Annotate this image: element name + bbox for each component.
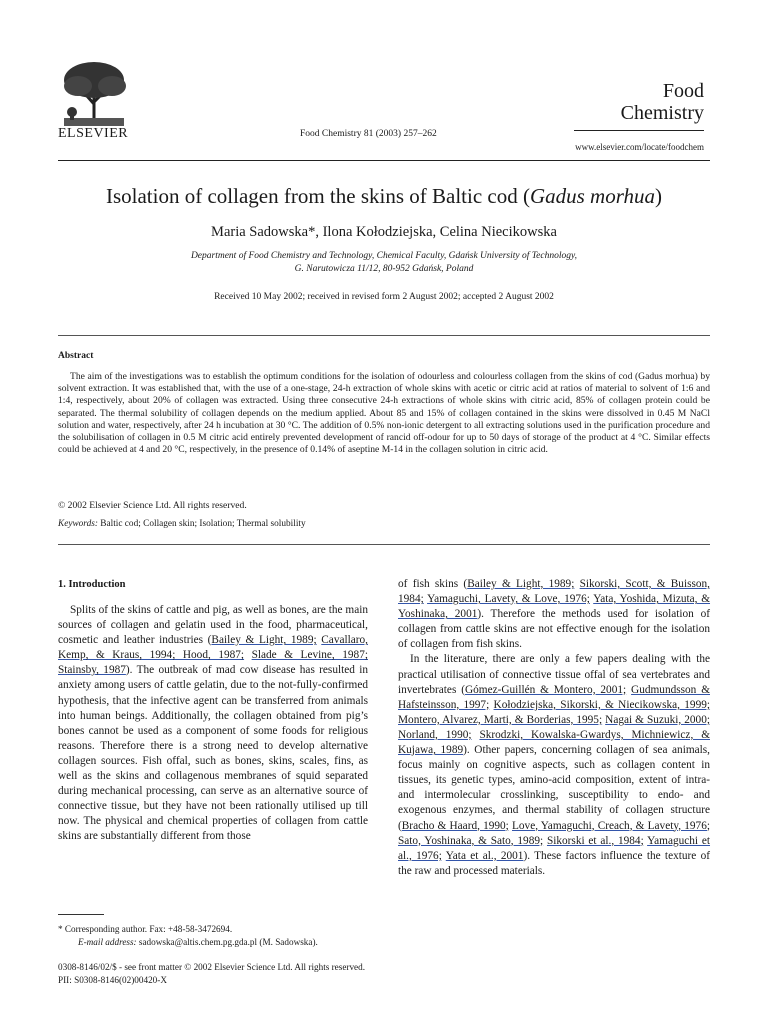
intro-paragraph-1-continued (398, 577, 710, 652)
abstract-bottom-rule (58, 544, 710, 545)
email-label: E-mail address: (78, 936, 137, 947)
citation-link[interactable]: Slade & Levine, 1987; (251, 649, 368, 662)
intro-paragraph-1 (58, 603, 368, 845)
keywords-list: Baltic cod; Collagen skin; Isolation; Thermal solubility (100, 519, 306, 529)
email-address[interactable]: sadowska@altis.chem.pg.gda.pl (M. Sadowska). (138, 936, 318, 947)
citation-link[interactable]: Bailey & Light, 1989; (467, 578, 575, 590)
text-run: ). Therefore the methods used for isolation of collagen from cattle skins are not effective enough for the isolation of collagen from fish skins. (398, 608, 710, 651)
text-run: Splits of the skins of cattle and pig, as well as bones, are the main sources of collagen and gelatin used in the food, pharmaceutical, cosmetic and leather industries ( (58, 604, 368, 647)
footnote (58, 923, 318, 948)
intro-column-right (398, 577, 710, 879)
affiliation-line1: Department of Food Chemistry and Technology, Chemical Faculty, Gdańsk University of Technology, (190, 251, 578, 261)
citation-link[interactable]: Sato, Yoshinaka, & Sato, 1989; (398, 834, 544, 847)
affiliation-line2: G. Narutowicza 11/12, 80-952 Gdańsk, Poland (294, 264, 474, 274)
article-title (0, 184, 768, 209)
keywords-label: Keywords: (58, 519, 98, 529)
elsevier-tree-logo (58, 58, 130, 128)
citation-link[interactable]: Gudmundsson & Hafsteinsson, 1997; (398, 683, 710, 711)
intro-column-left (58, 603, 368, 845)
citation-link[interactable]: Cavallaro, Kemp, & Kraus, 1994; Hood, 1987; (58, 634, 369, 662)
journal-url-link[interactable]: www.elsevier.com/locate/foodchem (575, 142, 704, 152)
received-dates: Received 10 May 2002; received in revised form 2 August 2002; accepted 2 August 2002 (214, 292, 554, 302)
title-main: Isolation of collagen from the skins of Baltic cod ( (105, 184, 530, 208)
citation-link[interactable]: Yata et al., 2001 (445, 849, 524, 862)
keywords (58, 519, 306, 529)
abstract-copyright: © 2002 Elsevier Science Ltd. All rights reserved. (58, 500, 247, 511)
text-run: ). The outbreak of mad cow disease has resulted in anxiety among users of cattle gelatin, due to the not-fully-confirmed hypothesis, that the infective agent can be transferred from animals into human beings. Additionally, the collagen obtained from pig’s bones cannot be used as a component of some foods for religious reasons. Therefore there is a strong need to develop alternative collagen sources. Fish offal, such as bones, skins, scales, fins, as well as the skins and collagenous membranes of squid separated during mechanical processing, can serve as an alternative source of connective tissue, but they have not been rationally utilised up till now. The physical and chemical properties of collagen from cattle skins are substantially different from those (58, 664, 368, 843)
journal-title (574, 80, 704, 131)
citation-link[interactable]: Sikorski, Scott, & Buisson, 1984; (398, 578, 710, 606)
footnote-rule (58, 914, 104, 915)
section-heading-introduction: 1. Introduction (58, 579, 126, 590)
citation-link[interactable]: Yamaguchi, Lavety, & Love, 1976; (427, 593, 590, 606)
footnote-email-line (58, 936, 318, 949)
citation-link[interactable]: Montero, Alvarez, Marti, & Borderias, 1995; (398, 713, 603, 726)
abstract-text: The aim of the investigations was to establish the optimum conditions for the isolation of odourless and colourless collagen from the skins of cod (Gadus morhua) by solvent extraction. It was established that, with the use of a one-stage, 24-h extraction of whole skins with acetic or citric acid at ratios of material to solvent of 1:6 and 1:4, respectively, about 20% of collagen was extracted. Using three consecutive 24-h extractions of whole skins with citric acid, 85% of collagen protein could be separated. The thermal solubility of collagen depends on the medium applied. About 85 and 15% of collagen contained in the skins were dissolved in 0.45 M NaCl solution and water, respectively, after 24 h incubation at 30 °C. The addition of 0.5% non-ionic detergent to all extracting solutions used in the purification procedure and the solubilisation of collagen in 0.5 M citric acid entirely prevented development of rancid off-odour for up to 50 days of storage of the product at 4 °C. Similar effects could be achieved at 4 and 20 °C, respectively, in the presence of 0.14% of aseptine M-14 in the collagen solution in citric acid. (58, 371, 710, 456)
citation-link[interactable]: Gómez-Guillén & Montero, 2001; (464, 683, 627, 696)
pii-line: PII: S0308-8146(02)00420-X (58, 974, 167, 985)
citation-link[interactable]: Stainsby, 1987 (58, 664, 126, 677)
text-run: of fish skins ( (398, 578, 468, 590)
citation-link[interactable]: Bailey & Light, 1989; (211, 634, 317, 647)
journal-title-line2: Chemistry (620, 102, 704, 124)
front-matter (58, 961, 365, 986)
text-run: ). These factors influence the texture of the raw and processed materials. (398, 849, 711, 877)
affiliation (0, 250, 768, 276)
footnote-corresponding: * Corresponding author. Fax: +48-58-3472694. (58, 924, 233, 934)
text-run: In the literature, there are only a few papers dealing with the practical utilisation of connective tissue offal of sea vertebrates and invertebrates ( (398, 653, 710, 696)
issn-line: 0308-8146/02/$ - see front matter © 2002 Elsevier Science Ltd. All rights reserved. (58, 962, 366, 972)
citation-link[interactable]: Norland, 1990; (398, 728, 472, 741)
abstract-top-rule (58, 335, 710, 336)
citation-link[interactable]: Yamaguchi et al., 1976; (398, 834, 711, 862)
title-species: Gadus morhua (529, 184, 656, 208)
citation-link[interactable]: Skrodzki, Kowalska-Gwardys, Michniewicz, & Kujawa, 1989 (398, 728, 710, 757)
header-divider (58, 160, 710, 161)
author-list: Maria Sadowska*, Ilona Kołodziejska, Celina Niecikowska (211, 224, 557, 240)
intro-paragraph-2 (398, 652, 710, 878)
citation-link[interactable]: Yata, Yoshida, Mizuta, & Yoshinaka, 2001 (398, 593, 711, 621)
abstract-heading: Abstract (58, 351, 94, 361)
citation-link[interactable]: Kołodziejska, Sikorski, & Niecikowska, 1999; (493, 698, 711, 711)
citation-link[interactable]: Bracho & Haard, 1990; (401, 819, 509, 832)
text-run: ). Other papers, concerning collagen of sea animals, focus mainly on cognitive aspects, such as collagen content in tissues, its genetic types, amino-acid composition, extent of intra- and intermolecular crosslinking, susceptibility to endo- and exogenous enzymes, and thermal stability of collagen structure ( (398, 744, 710, 832)
publisher-name: ELSEVIER (58, 126, 129, 141)
citation-link[interactable]: Love, Yamaguchi, Creach, & Lavety, 1976; (512, 819, 710, 832)
title-end: ) (655, 184, 663, 208)
journal-title-line1: Food (662, 80, 704, 102)
citation-link[interactable]: Nagai & Suzuki, 2000; (605, 713, 710, 726)
journal-citation: Food Chemistry 81 (2003) 257–262 (300, 129, 437, 139)
citation-link[interactable]: Sikorski et al., 1984; (546, 834, 644, 847)
